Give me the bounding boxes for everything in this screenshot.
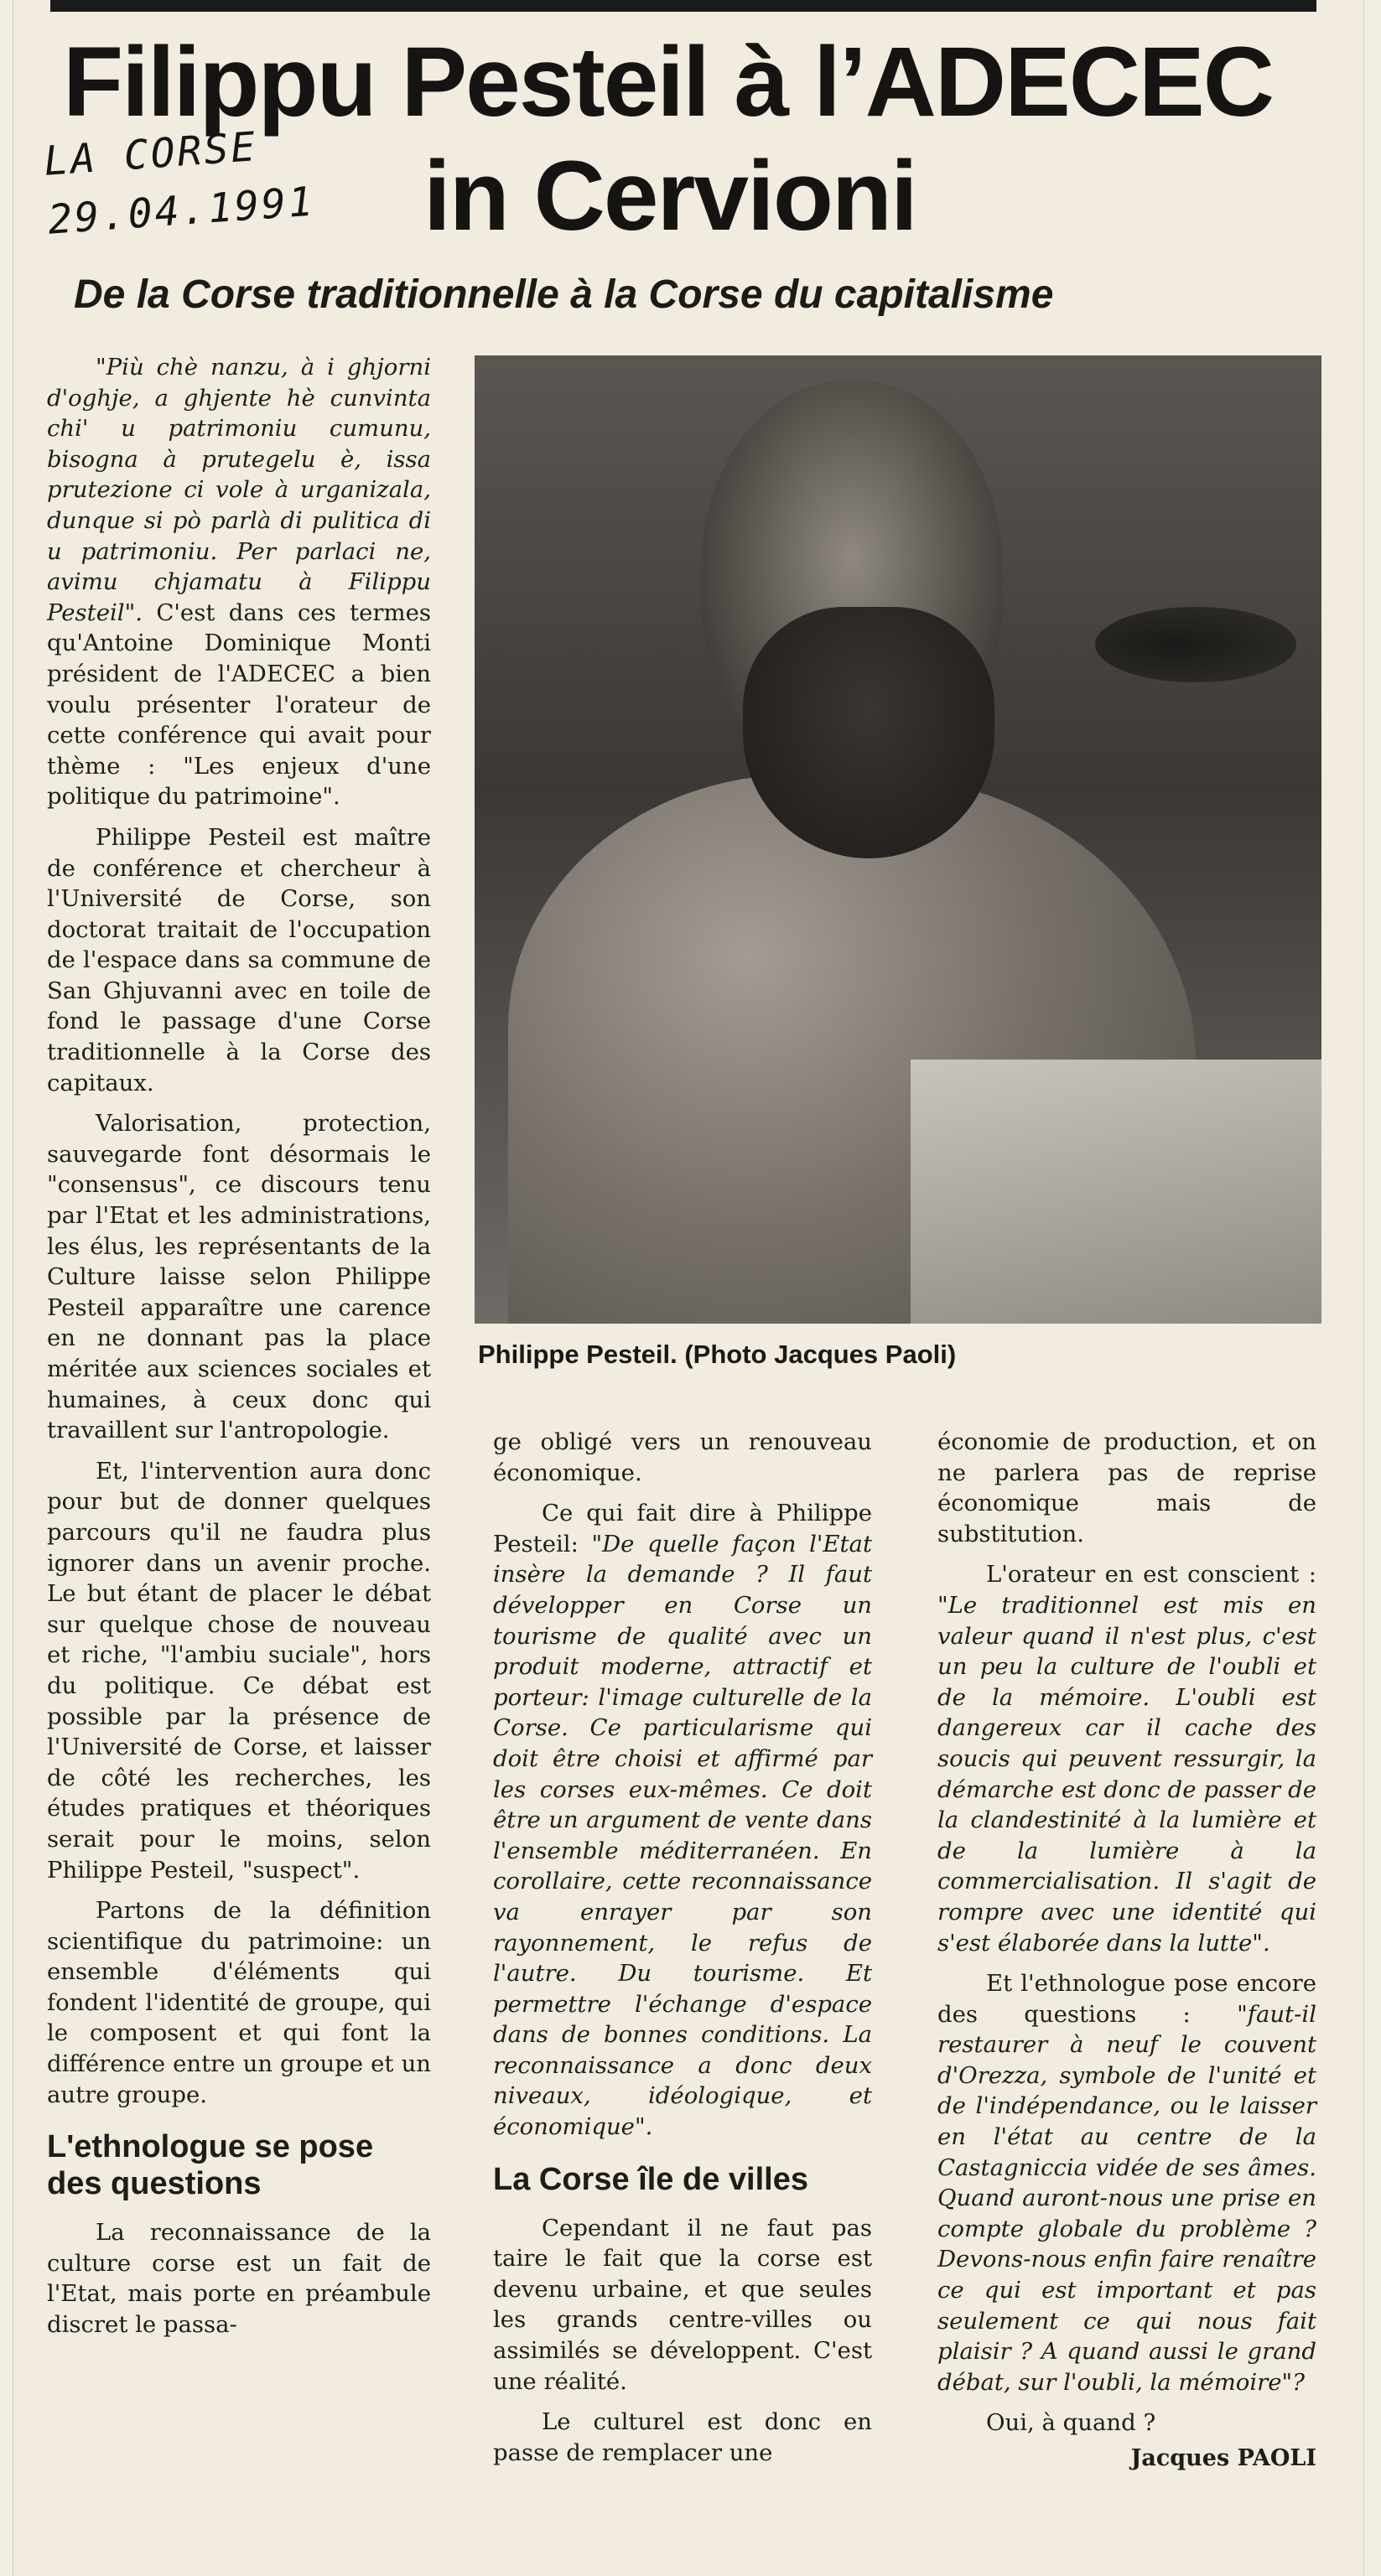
paragraph (47, 352, 431, 812)
top-rule (50, 0, 1316, 12)
author-signature: Jacques PAOLI (1130, 2445, 1316, 2471)
paragraph-text: Ce qui fait dire à Philippe Pesteil: (493, 1500, 872, 1558)
paragraph: Le culturel est donc en passe de remplacer une (493, 2408, 872, 2466)
quote: "faut-il restaurer à neuf le couvent d'Orezza, symbole de l'unité et de l'indépendance, ou le laisser en l'état au centre de la Castagniccia vidée de ses âmes. Quand auront-nous une prise en compte globale du problème ? Devons-nous enfin faire renaître ce qui est important et pas seulement ce qui nous fait plaisir ? A quand aussi le grand débat, sur l'oubli, la mémoire"? (937, 2000, 1316, 2396)
article-column-3 (937, 1427, 1316, 2475)
paragraph: Oui, à quand ? (986, 2409, 1156, 2437)
microphone (1095, 607, 1296, 682)
portrait-photo (475, 355, 1321, 1324)
paragraph: La reconnaissance de la culture corse est un fait de l'Etat, mais porte en préambule discret le passa- (47, 2219, 431, 2339)
paragraph (493, 1498, 872, 2142)
paragraph: Partons de la définition scientifique du patrimoine: un ensemble d'éléments qui fondent l'identité de groupe, qui le composent et qui font la différence entre un groupe et un autre groupe. (47, 1897, 431, 2108)
paragraph: Cependant il ne faut pas taire le fait que la corse est devenu urbaine, et que seules les grands centre-villes ou assimilés se développent. C'est une réalité. (493, 2214, 872, 2395)
paragraph: économie de production, et on ne parlera pas de reprise économique mais de substitution. (937, 1428, 1316, 1547)
handwritten-date: 29.04.1991 (46, 178, 317, 244)
photo-table (911, 1060, 1321, 1324)
paragraph: Et, l'intervention aura donc pour but de donner quelques parcours qu'il ne faudra plus ignorer dans un avenir proche. Le but étant de placer le débat sur quelque chose de nouveau et riche, "l'ambiu suciale", hors du politique. Ce débat est possible par la présence de l'Université de Corse, et laisser de côté les recherches, les études pratiques et théoriques serait pour le moins, selon Philippe Pesteil, "suspect". (47, 1457, 431, 1884)
section-heading: La Corse île de villes (493, 2161, 808, 2197)
section-heading: L'ethnologue se pose des questions (47, 2129, 374, 2202)
article-column-1 (47, 352, 431, 2351)
photo-subject-beard (743, 607, 994, 858)
headline-line-2: in Cervioni (423, 141, 916, 251)
quote-corsican: "Più chè nanzu, à i ghjorni d'oghje, a ghjente hè cunvinta chi' u patrimoniu cumunu, bisogna à prutegelu è, issa prutezione ci vole à urganizala, dunque si pò parlà di pulitica di u patrimoniu. Per parlaci ne, avimu chjamatu à Filippu Pesteil". (47, 354, 431, 626)
quote: "Le traditionnel est mis en valeur quand il n'est plus, c'est un peu la culture de l'oubli et de la mémoire. L'oubli est dangereux car il cache des soucis qui peuvent ressurgir, la démarche est donc de passer de la clandestinité à la lumière et de la lumière à la commercialisation. Il s'agit de rompre avec une identité qui s'est élaborée dans la lutte". (937, 1591, 1316, 1957)
paragraph-text: C'est dans ces termes qu'Antoine Dominique Monti président de l'ADECEC a bien voulu présenter l'orateur de cette conférence qui avait pour thème : "Les enjeux d'une politique du patrimoine". (47, 599, 431, 811)
paragraph (937, 1559, 1316, 1958)
paragraph: Philippe Pesteil est maître de conférence et chercheur à l'Université de Corse, son doctorat traitait de l'occupation de l'espace dans sa commune de San Ghjuvanni avec en toile de fond le passage d'une Corse traditionnelle à la Corse des capitaux. (47, 823, 431, 1096)
paragraph-text: Et l'ethnologue pose encore des questions : (937, 1970, 1316, 2028)
handwritten-source: LA CORSE (42, 123, 259, 185)
quote: "De quelle façon l'Etat insère la demande ? Il faut développer en Corse un tourisme de qualité avec un produit moderne, attractif et porteur: l'image culturelle de la Corse. Ce particularisme qui doit être choisi et affirmé par les corses eux-mêmes. Ce doit être un argument de vente dans l'ensemble méditerranéen. En corollaire, cette reconnaissance va enrayer par son rayonnement, le refus de l'autre. Du tourisme. Et permettre l'échange d'espace dans de bonnes conditions. La reconnaissance a donc deux niveaux, idéologique, et économique". (493, 1530, 872, 2141)
paragraph (937, 1968, 1316, 2397)
article-column-2 (493, 1427, 872, 2478)
paragraph-text: L'orateur en est conscient : (986, 1561, 1316, 1589)
photo-caption: Philippe Pesteil. (Photo Jacques Paoli) (478, 1340, 957, 1369)
headline-line-1: Filippu Pesteil à l’ADECEC (63, 27, 1273, 137)
subtitle: De la Corse traditionnelle à la Corse du capitalisme (74, 272, 1054, 317)
paragraph: ge obligé vers un renouveau économique. (493, 1428, 872, 1486)
paragraph: Valorisation, protection, sauvegarde font désormais le "consensus", ce discours tenu par l'Etat et les administrations, les élus, les représentants de la Culture laisse selon Philippe Pesteil apparaître une carence en ne donnant pas la place méritée aux sciences sociales et humaines, à ceux donc qui travaillent sur l'antropologie. (47, 1110, 431, 1444)
